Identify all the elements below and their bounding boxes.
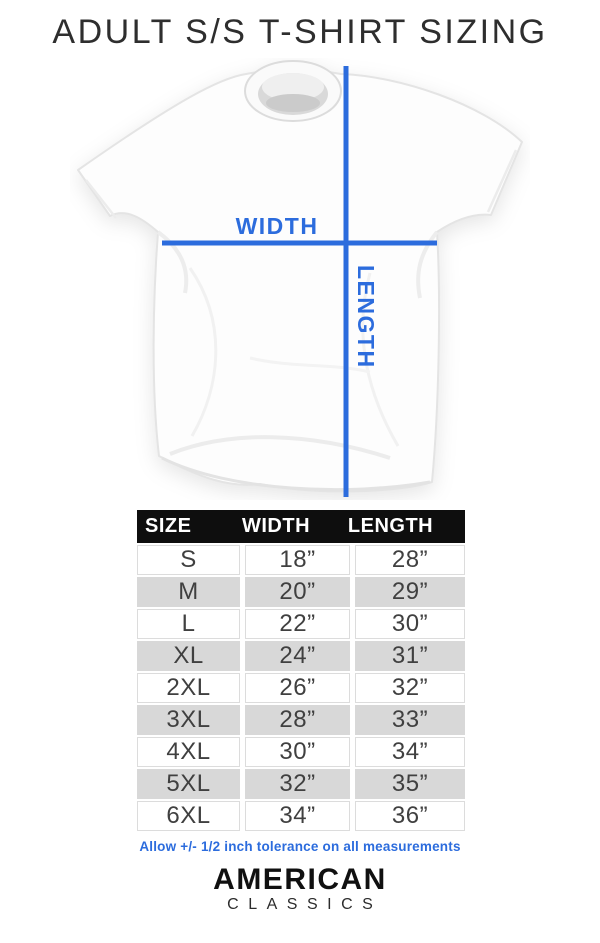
size-cell: L <box>137 609 240 639</box>
length-cell: 35” <box>355 769 465 799</box>
table-row <box>137 769 465 799</box>
tshirt-svg <box>70 58 530 500</box>
tshirt-illustration <box>70 58 530 500</box>
header-cell-length: LENGTH <box>347 515 434 537</box>
size-cell: 2XL <box>137 673 240 703</box>
size-cell: M <box>137 577 240 607</box>
size-cell: XL <box>137 641 240 671</box>
size-table-header <box>137 510 465 543</box>
brand-subname: CLASSICS <box>227 896 383 913</box>
size-table <box>137 510 465 831</box>
header-cell-size: SIZE <box>145 515 192 537</box>
length-cell: 31” <box>355 641 465 671</box>
length-cell: 32” <box>355 673 465 703</box>
table-row <box>137 545 465 575</box>
width-cell: 20” <box>245 577 350 607</box>
width-cell: 28” <box>245 705 350 735</box>
size-table-body <box>137 545 465 831</box>
length-cell: 34” <box>355 737 465 767</box>
collar <box>245 61 341 121</box>
table-row <box>137 737 465 767</box>
length-cell: 33” <box>355 705 465 735</box>
tolerance-note: Allow +/- 1/2 inch tolerance on all measurements <box>139 839 461 854</box>
table-row <box>137 705 465 735</box>
width-cell: 30” <box>245 737 350 767</box>
table-row <box>137 801 465 831</box>
width-label: WIDTH <box>235 213 319 239</box>
brand-logo <box>0 864 600 914</box>
width-cell: 22” <box>245 609 350 639</box>
length-label: LENGTH <box>353 265 379 369</box>
table-row <box>137 577 465 607</box>
header-cell-width: WIDTH <box>241 515 311 537</box>
tshirt-body <box>78 61 522 491</box>
size-cell: S <box>137 545 240 575</box>
brand-name: AMERICAN <box>213 863 387 896</box>
width-cell: 26” <box>245 673 350 703</box>
size-cell: 5XL <box>137 769 240 799</box>
width-cell: 24” <box>245 641 350 671</box>
length-cell: 30” <box>355 609 465 639</box>
size-cell: 6XL <box>137 801 240 831</box>
table-row <box>137 609 465 639</box>
page-title: ADULT S/S T-SHIRT SIZING <box>52 13 548 51</box>
width-cell: 18” <box>245 545 350 575</box>
table-row <box>137 641 465 671</box>
size-cell: 3XL <box>137 705 240 735</box>
length-cell: 36” <box>355 801 465 831</box>
length-cell: 29” <box>355 577 465 607</box>
length-cell: 28” <box>355 545 465 575</box>
width-cell: 34” <box>245 801 350 831</box>
table-row <box>137 673 465 703</box>
size-cell: 4XL <box>137 737 240 767</box>
width-cell: 32” <box>245 769 350 799</box>
